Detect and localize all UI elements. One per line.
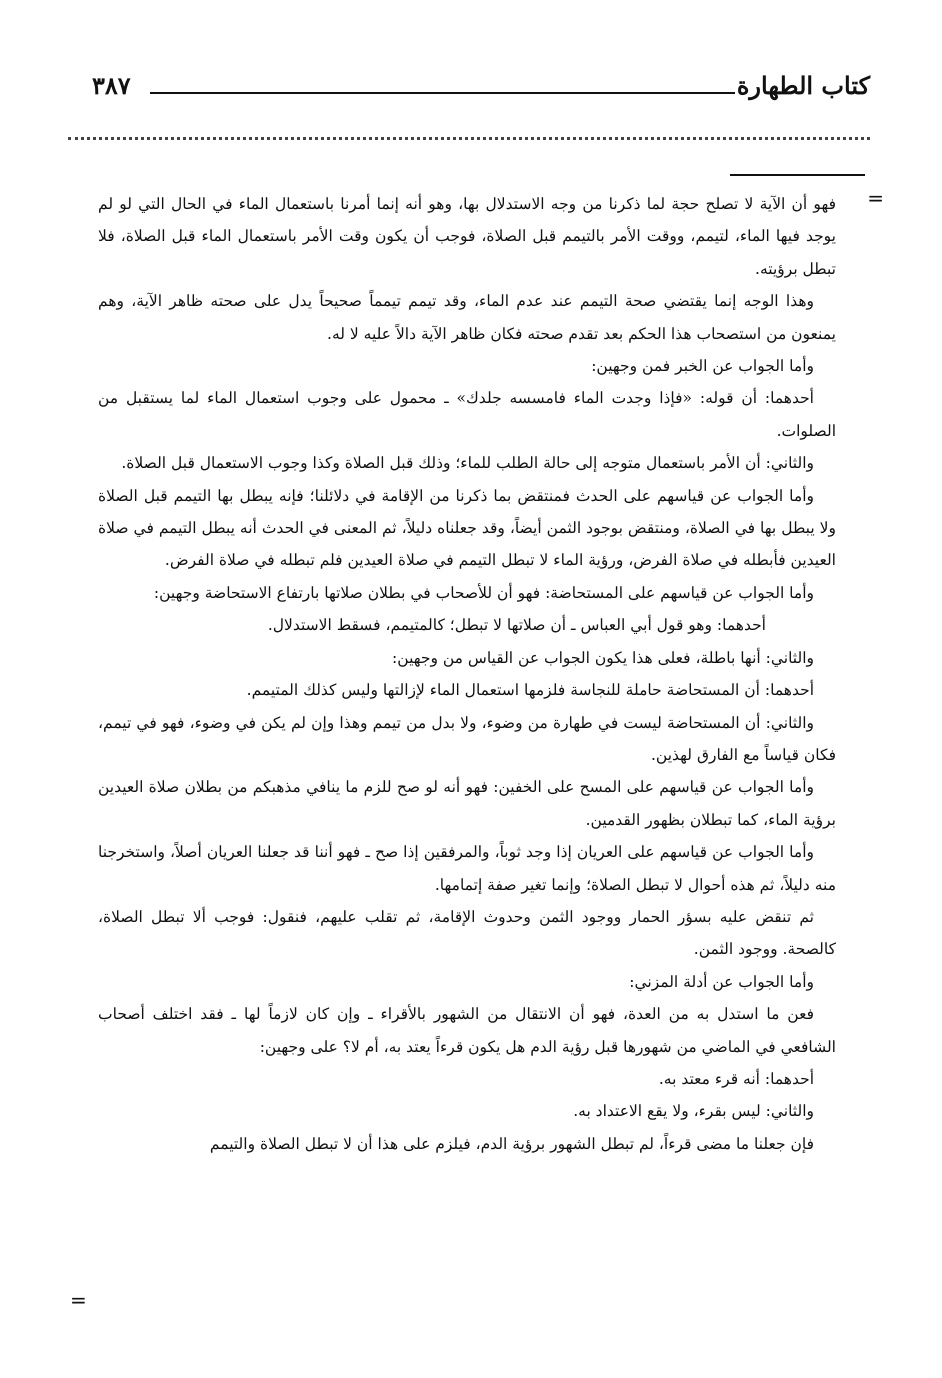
paragraph: وأما الجواب عن الخبر فمن وجهين: <box>591 357 814 376</box>
paragraph: فعن ما استدل به من العدة، فهو أن الانتقال من الشهور بالأقراء ـ وإن كان لازماً لها ـ فقد اختلف أصحاب الشافعي في الماضي من شهورها قبل رؤية الدم هل يكون قرءاً يعتد به، أم لا؟ على وجهين: <box>98 1005 836 1056</box>
paragraph: أحدهما: أنه قرء معتد به. <box>658 1069 814 1088</box>
paragraph: وأما الجواب عن أدلة المزني: <box>629 972 814 991</box>
footnote-text <box>98 188 836 1160</box>
paragraph: وأما الجواب عن قياسهم على العريان إذا وجد ثوباً، والمرفقين إذا صح ـ فهو أننا قد جعلنا العريان أصلاً، واستخرجنا منه دليلاً، ثم هذه أحوال لا تبطل الصلاة؛ وإنما تغير صفة إتمامها. <box>98 843 836 894</box>
page-number: ٣٨٧ <box>92 71 131 100</box>
continuation-mark-top: = <box>867 186 884 210</box>
paragraph: أحدهما: أن المستحاضة حاملة للنجاسة فلزمها استعمال الماء لإزالتها وليس كذلك المتيمم. <box>246 681 814 700</box>
paragraph: وأما الجواب عن قياسهم على الحدث فمنتقض بما ذكرنا من الإقامة في دلائلنا؛ فإنه يبطل بها التيمم قبل الصلاة ولا يبطل بها في الصلاة، ومنتقض بوجود الثمن أيضاً، وقد جعلناه دليلاً، ثم المعنى في الحدث أنه يبطل التيمم في صلاة العيدين فأبطله في صلاة الفرض، ورؤية الماء لا تبطل التيمم في صلاة العيدين فلم تبطله في صلاة الفرض. <box>98 486 836 570</box>
dotted-separator <box>68 137 870 141</box>
continuation-mark-bottom: = <box>70 1288 87 1312</box>
header-rule <box>150 92 735 94</box>
paragraph: وهذا الوجه إنما يقتضي صحة التيمم عند عدم الماء، وقد تيمم تيمماً صحيحاً يدل على صحته ظاهر الآية، وهم يمنعون من استصحاب هذا الحكم بعد تقدم صحته فكان ظاهر الآية دالاً عليه لا له. <box>98 292 836 343</box>
paragraph: والثاني: أنها باطلة، فعلى هذا يكون الجواب عن القياس من وجهين: <box>392 648 814 667</box>
page-header <box>92 66 870 106</box>
paragraph: فإن جعلنا ما مضى قرءاً، لم تبطل الشهور برؤية الدم، فيلزم على هذا أن لا تبطل الصلاة والتيمم <box>209 1134 814 1153</box>
paragraph: فهو أن الآية لا تصلح حجة لما ذكرنا من وجه الاستدلال بها، وهو أنه إنما أمرنا باستعمال الماء في الحال التي لو لم يوجد فيها الماء، لتيمم، ووقت الأمر بالتيمم قبل الصلاة، فوجب أن يكون وقت الأمر باستعمال الماء قبل الصلاة، فلا تبطل برؤيته. <box>98 195 836 278</box>
paragraph: والثاني: أن المستحاضة ليست في طهارة من وضوء، ولا بدل من تيمم وهذا وإن لم يكن في وضوء، فهو في تيمم، فكان قياساً مع الفارق لهذين. <box>98 713 836 764</box>
paragraph: ثم تنقض عليه بسؤر الحمار ووجود الثمن وحدوث الإقامة، ثم تقلب عليهم، فنقول: فوجب ألا تبطل الصلاة، كالصحة. ووجود الثمن. <box>98 907 836 959</box>
footnote-rule <box>730 174 865 176</box>
paragraph: والثاني: ليس بقرء، ولا يقع الاعتداد به. <box>573 1102 814 1121</box>
paragraph: وأما الجواب عن قياسهم على المستحاضة: فهو أن للأصحاب في بطلان صلاتها بارتفاع الاستحاضة وجهين: <box>153 583 814 602</box>
paragraph: أحدهما: أن قوله: «فإذا وجدت الماء فامسسه جلدك» ـ محمول على وجوب استعمال الماء لما يستقبل من الصلوات. <box>98 389 836 440</box>
book-title: كتاب الطهارة <box>736 71 870 100</box>
paragraph: وأما الجواب عن قياسهم على المسح على الخفين: فهو أنه لو صح للزم ما ينافي مذهبكم من بطلان صلاة العيدين برؤية الماء، كما تبطلان بظهور القدمين. <box>98 778 836 829</box>
paragraph: والثاني: أن الأمر باستعمال متوجه إلى حالة الطلب للماء؛ وذلك قبل الصلاة وكذا وجوب الاستعمال قبل الصلاة. <box>121 454 814 473</box>
paragraph: أحدهما: وهو قول أبي العباس ـ أن صلاتها لا تبطل؛ كالمتيمم، فسقط الاستدلال. <box>267 616 766 635</box>
